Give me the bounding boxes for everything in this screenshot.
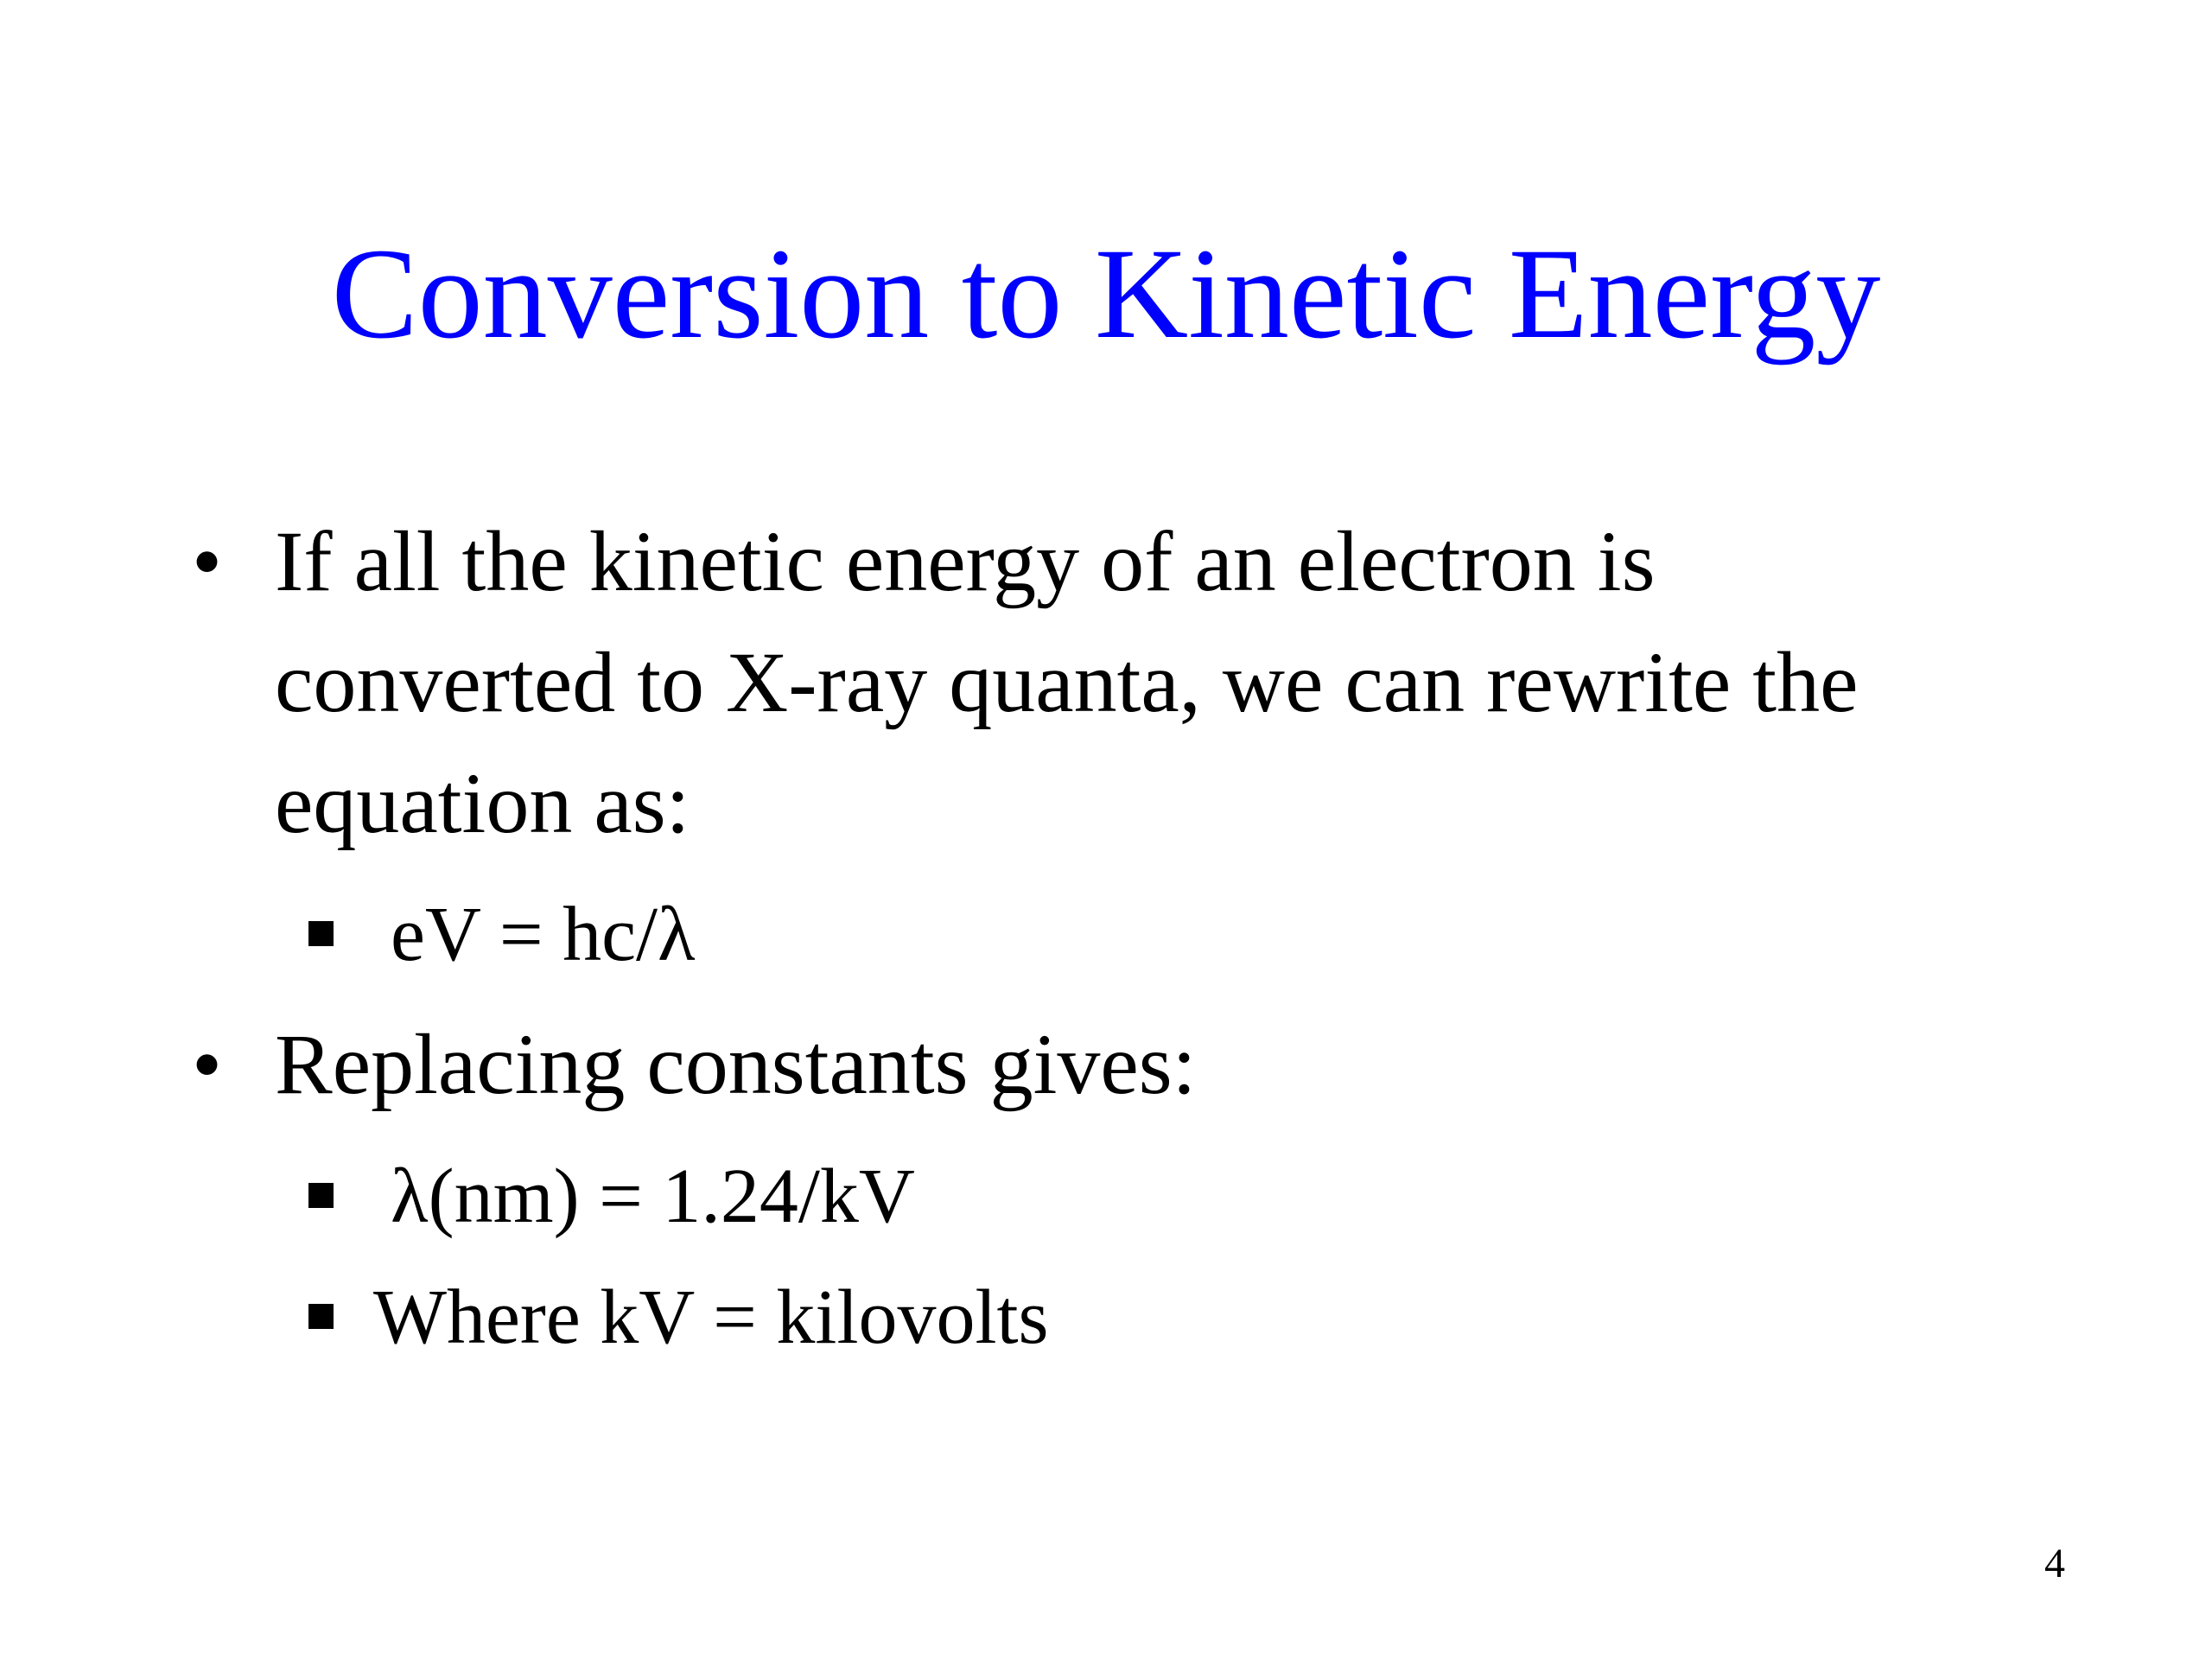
- sub-bullet-text: λ(nm) = 1.24/kV: [391, 1154, 915, 1239]
- bullet-text: If all the kinetic energy of an electron is converted to X-ray quanta, we can rewrite the equation as:: [275, 513, 1859, 851]
- sub-bullet-marker: [308, 1304, 334, 1329]
- slide-title: Conversion to Kinetic Energy: [331, 222, 1881, 365]
- sub-bullet-text: Where kV = kilovolts: [373, 1274, 1049, 1360]
- sub-bullet-text: eV = hc/λ: [391, 892, 696, 977]
- bullet-marker: •: [192, 513, 223, 609]
- bullet-text: Replacing constants gives:: [275, 1016, 1197, 1112]
- sub-bullet-marker: [308, 1183, 334, 1208]
- bullet-marker: •: [192, 1016, 223, 1112]
- page-number: 4: [2044, 1541, 2065, 1586]
- sub-bullet-marker: [308, 921, 334, 946]
